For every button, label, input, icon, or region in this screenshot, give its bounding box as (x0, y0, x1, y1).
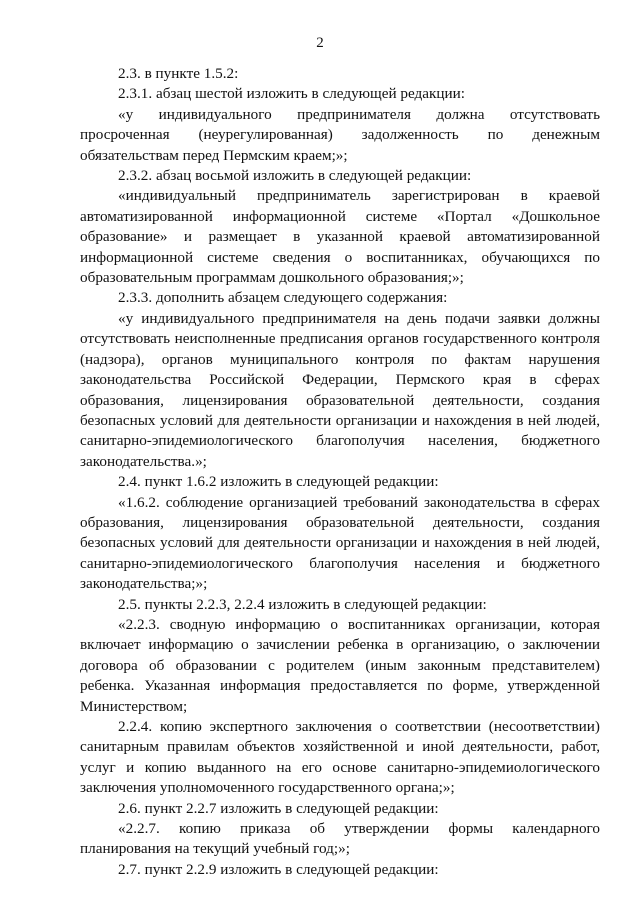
paragraph-2-3-3-text: «у индивидуального предпринимателя на день подачи заявки должны отсутствовать неисполненные предписания органов государственного контроля (надзора), органов муниципального контроля по фактам нарушения законодательства Российской Федерации, Пермского края в сферах образования, лицензирования образовательной деятельности, создания безопасных условий для деятельности организации и нахождения в ней людей, санитарно-эпидемиологического благополучия населения, бюджетного законодательства.»; (80, 309, 600, 470)
paragraph-2-6-text: «2.2.7. копию приказа об утверждении формы календарного планирования на текущий учебный год;»; (80, 820, 600, 858)
paragraph-2-3-3: 2.3.3. дополнить абзацем следующего содержания: (118, 289, 448, 307)
paragraph-2-3: 2.3. в пункте 1.5.2: (118, 65, 239, 82)
paragraph-2-4-text: «1.6.2. соблюдение организацией требований законодательства в сферах образования, лицензирования образовательной деятельности, создания безопасных условий для деятельности организации и нахождения в ней людей, санитарно-эпидемиологического благополучия населения и бюджетного законодательства;»; (80, 493, 600, 593)
paragraph-2-3-2: 2.3.2. абзац восьмой изложить в следующей редакции: (118, 167, 472, 185)
paragraph-2-2-4-text: 2.2.4. копию экспертного заключения о соответствии (несоответствии) санитарным правилам объектов хозяйственной и иной деятельности, работ, услуг и копию выданного на его основе санитарно-эпидемиологического заключения уполномоченного государственного органа;»; (80, 718, 600, 797)
paragraph-2-3-1: 2.3.1. абзац шестой изложить в следующей редакции: (118, 85, 465, 103)
paragraph-2-5: 2.5. пункты 2.2.3, 2.2.4 изложить в следующей редакции: (118, 595, 487, 613)
page-number: 2 (316, 35, 324, 51)
paragraph-2-3-1-text: «у индивидуального предпринимателя должна отсутствовать просроченная (неурегулированная) задолженность по денежным обязательствам перед Пермским краем;»; (80, 105, 600, 164)
document-body (80, 64, 600, 880)
paragraph-2-2-3-text: «2.2.3. сводную информацию о воспитанниках организации, которая включает информацию о зачислении ребенка в организацию, о заключении договора об образовании с родителем (иным законным представителем) ребенка. Указанная информация предоставляется по форме, утвержденной Министерством; (80, 615, 600, 715)
paragraph-2-3-2-text: «индивидуальный предприниматель зарегистрирован в краевой автоматизированной информационной системе «Портал «Дошкольное образование» и размещает в указанной краевой автоматизированной информационной системе сведения о воспитанниках, обучающихся по образовательным программам дошкольного образования;»; (80, 187, 600, 287)
paragraph-2-7: 2.7. пункт 2.2.9 изложить в следующей редакции: (118, 860, 439, 878)
paragraph-2-6: 2.6. пункт 2.2.7 изложить в следующей редакции: (118, 799, 439, 817)
paragraph-2-4: 2.4. пункт 1.6.2 изложить в следующей редакции: (118, 473, 439, 491)
